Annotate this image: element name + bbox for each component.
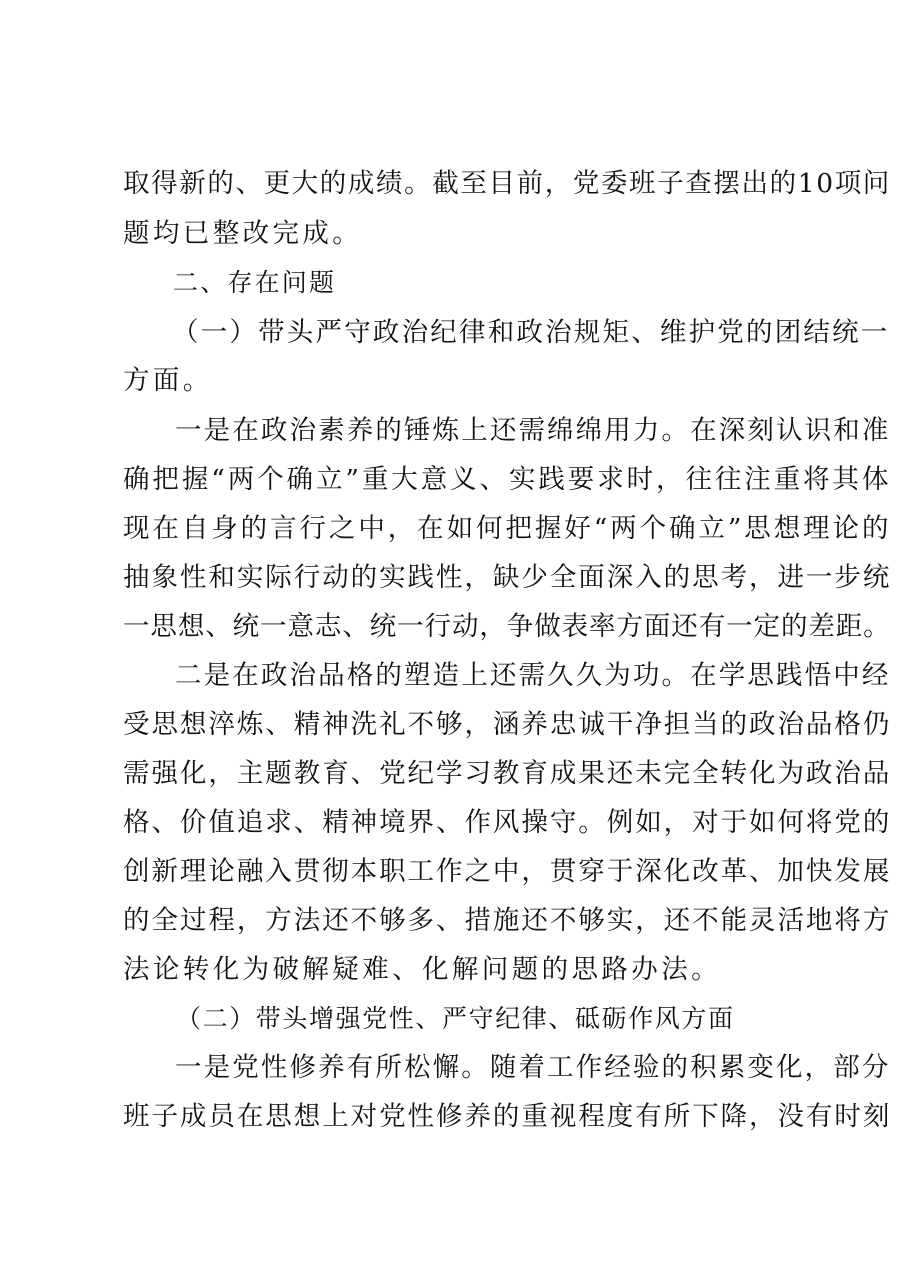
paragraph-1-1-line-3: 现在自身的言行之中，在如何把握好“两个确立”思想理论的 (123, 513, 892, 544)
subsection-2-heading: （二）带头增强党性、严守纪律、砥砺作风方面 (176, 1004, 735, 1033)
subsection-1-heading-line-2: 方面。 (123, 365, 213, 396)
paragraph-1-1-line-2: 确把握“两个确立”重大意义、实践要求时，往往注重将其体 (123, 464, 892, 495)
paragraph-1-2-line-2: 受思想淬炼、精神洗礼不够，涵养忠诚干净担当的政治品格仍 (123, 709, 892, 740)
paragraph-1-1-line-5: 一思想、统一意志、统一行动，争做表率方面还有一定的差距。 (123, 611, 891, 642)
section-heading-problems: 二、存在问题 (173, 268, 337, 297)
paragraph-2-1-line-1: 一是党性修养有所松懈。随着工作经验的积累变化，部分 (175, 1052, 891, 1083)
paragraph-1-2-line-5: 创新理论融入贯彻本职工作之中，贯穿于深化改革、加快发展 (123, 856, 892, 887)
paragraph-1-1-line-1: 一是在政治素养的锤炼上还需绵绵用力。在深刻认识和准 (175, 415, 891, 446)
paragraph-1-2-line-3: 需强化，主题教育、党纪学习教育成果还未完全转化为政治品 (123, 758, 892, 789)
paragraph-1-2-line-4: 格、价值追求、精神境界、作风操守。例如，对于如何将党的 (123, 807, 892, 838)
continuation-line-2: 题均已整改完成。 (123, 218, 363, 249)
paragraph-1-1-line-4: 抽象性和实际行动的实践性，缺少全面深入的思考，进一步统 (123, 562, 892, 593)
paragraph-1-2-line-7: 法论转化为破解疑难、化解问题的思路办法。 (123, 954, 721, 985)
subsection-1-heading-line-1: （一）带头严守政治纪律和政治规矩、维护党的团结统一 (172, 317, 890, 348)
paragraph-2-1-line-2: 班子成员在思想上对党性修养的重视程度有所下降，没有时刻 (123, 1101, 892, 1132)
paragraph-1-2-line-6: 的全过程，方法还不够多、措施还不够实，还不能灵活地将方 (123, 905, 892, 936)
continuation-line-1: 取得新的、更大的成绩。截至目前，党委班子查摆出的10项问 (123, 168, 891, 199)
paragraph-1-2-line-1: 二是在政治品格的塑造上还需久久为功。在学思践悟中经 (175, 660, 891, 691)
